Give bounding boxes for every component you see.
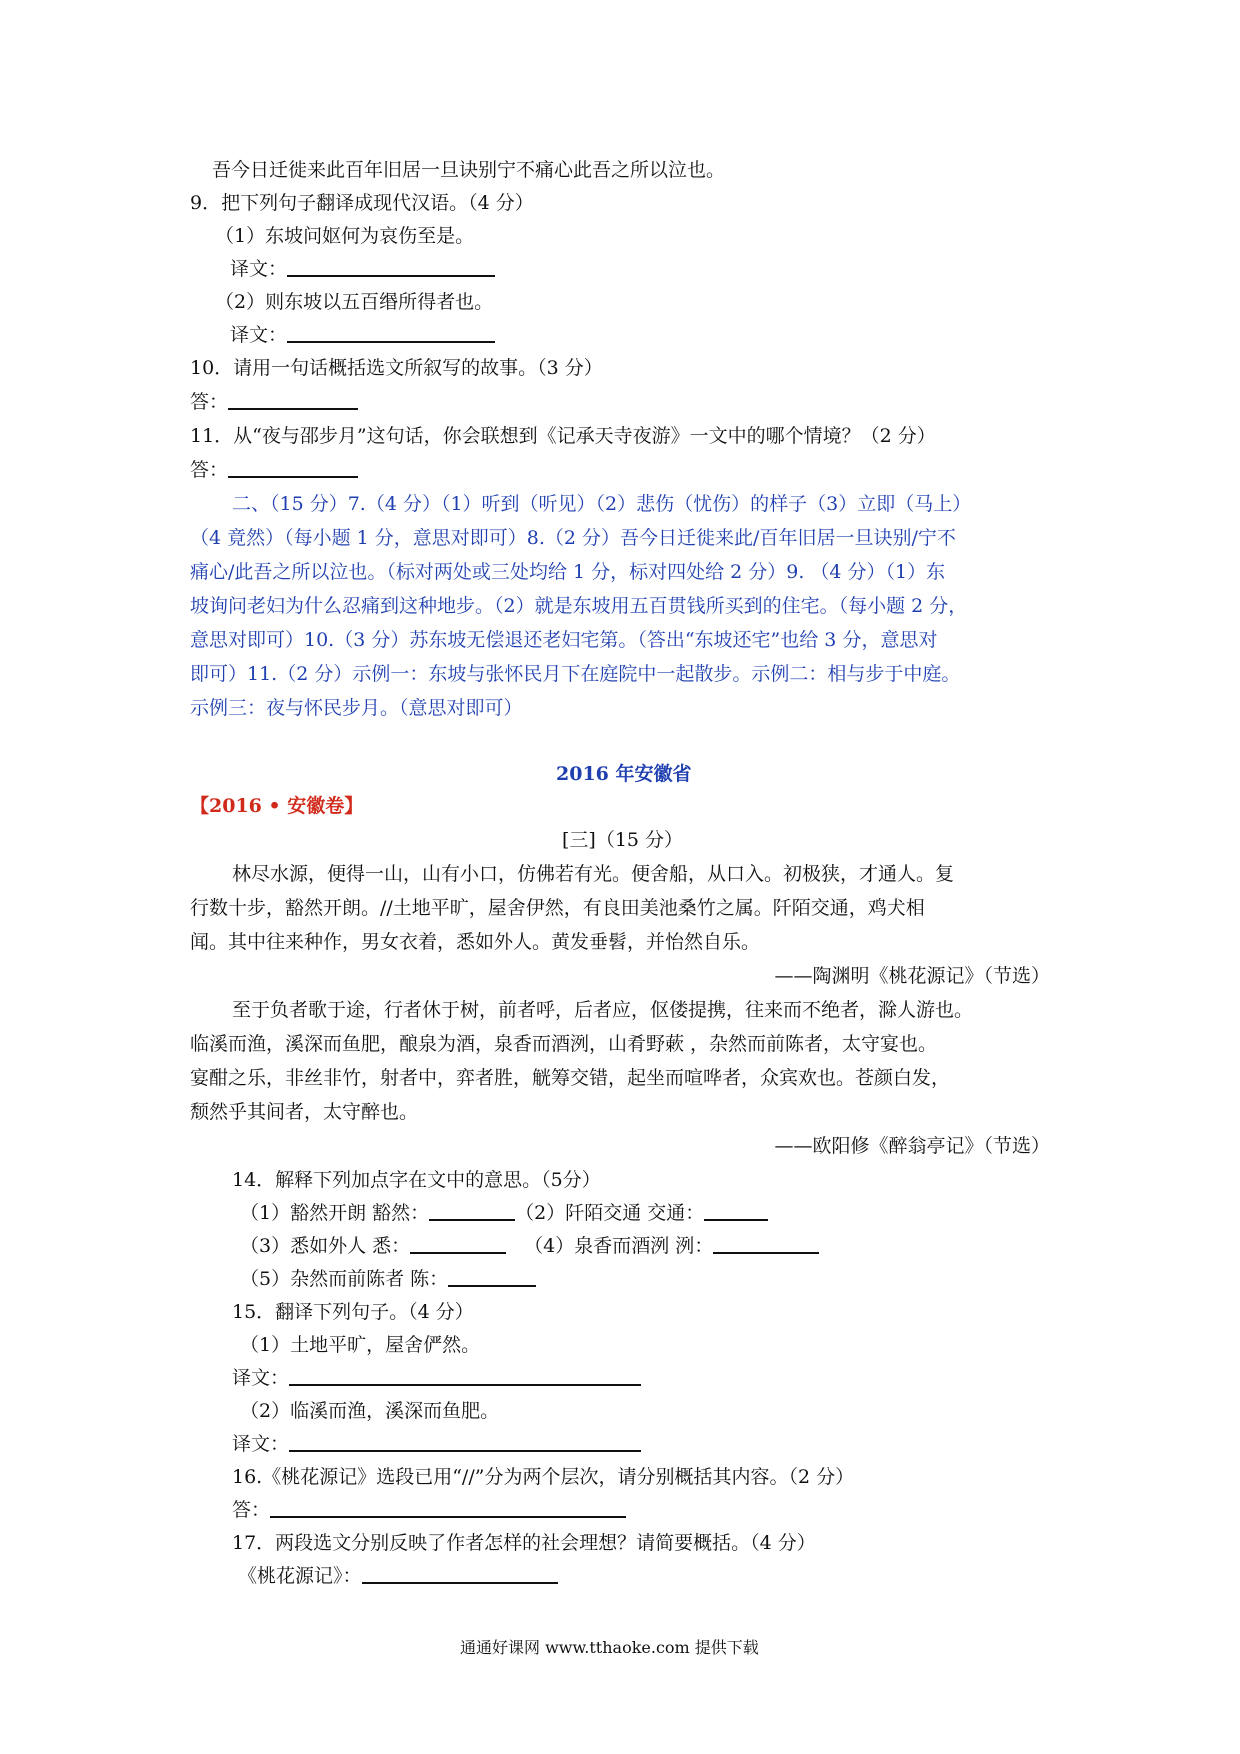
answer-blank[interactable] bbox=[448, 1267, 536, 1287]
question-14-2: （2）阡陌交通 交通： bbox=[515, 1202, 705, 1224]
translation-line bbox=[230, 257, 495, 281]
question-14-3: （3）悉如外人 悉： bbox=[240, 1235, 411, 1257]
answer-blank[interactable] bbox=[287, 257, 495, 277]
passage-line: 颓然乎其间者，太守醉也。 bbox=[190, 1101, 419, 1123]
answer-key-line: 坡询问老妇为什么忍痛到这种地步。（2）就是东坡用五百贯钱所买到的住宅。（每小题 2 分， bbox=[190, 595, 968, 617]
answer-label: 答： bbox=[190, 391, 229, 413]
translation-line bbox=[230, 323, 495, 347]
answer-blank[interactable] bbox=[704, 1201, 768, 1221]
answer-key-line: 痛心/此吾之所以泣也。（标对两处或三处均给 1 分，标对四处给 2 分）9. （4 分）（1）东 bbox=[190, 561, 946, 583]
question-9-2: （2）则东坡以五百缗所得者也。 bbox=[215, 291, 494, 313]
question-15-2: （2）临溪而渔，溪深而鱼肥。 bbox=[240, 1400, 500, 1422]
question-14: 14．解释下列加点字在文中的意思。（5分） bbox=[232, 1169, 601, 1191]
question-16: 16.《桃花源记》选段已用“//”分为两个层次，请分别概括其内容。（2 分） bbox=[232, 1466, 855, 1488]
passage-source: ——欧阳修《醉翁亭记》（节选） bbox=[774, 1135, 1050, 1157]
answer-label: 答： bbox=[190, 459, 229, 481]
passage-line: 临溪而渔，溪深而鱼肥，酿泉为酒，泉香而酒洌，山肴野蔌 ，杂然而前陈者，太守宴也。 bbox=[190, 1033, 938, 1055]
answer-label: 答： bbox=[232, 1499, 271, 1521]
answer-key-line: （4 竟然）（每小题 1 分，意思对即可）8.（2 分）吾今日迁徙来此/百年旧居一旦诀别/宁不 bbox=[190, 527, 956, 549]
translation-label: 译文： bbox=[230, 258, 288, 280]
question-14-row bbox=[240, 1267, 536, 1291]
page-footer: 通通好课网 www.tthaoke.com 提供下载 bbox=[460, 1638, 759, 1657]
answer-label: 《桃花源记》： bbox=[238, 1565, 362, 1587]
answer-blank[interactable] bbox=[429, 1201, 515, 1221]
part-heading: [三]（15 分） bbox=[562, 829, 684, 851]
passage-line: 宴酣之乐，非丝非竹，射者中，弈者胜，觥筹交错，起坐而喧哗者，众宾欢也。苍颜白发， bbox=[190, 1067, 951, 1089]
passage-line: 闻。其中往来种作，男女衣着，悉如外人。黄发垂髫，并怡然自乐。 bbox=[190, 931, 761, 953]
answer-blank[interactable] bbox=[270, 1498, 626, 1518]
answer-blank[interactable] bbox=[287, 323, 495, 343]
question-14-4: （4）泉香而酒洌 洌： bbox=[524, 1235, 714, 1257]
question-9-1: （1）东坡问妪何为哀伤至是。 bbox=[215, 225, 475, 247]
section-heading: 2016 年安徽省 bbox=[556, 763, 692, 785]
question-11: 11．从“夜与邵步月”这句话，你会联想到《记承天寺夜游》一文中的哪个情境？（2 分） bbox=[190, 425, 936, 447]
translation-line bbox=[232, 1366, 641, 1390]
answer-blank[interactable] bbox=[289, 1432, 641, 1452]
answer-blank[interactable] bbox=[410, 1234, 506, 1254]
question-15-1: （1）土地平旷，屋舍俨然。 bbox=[240, 1334, 481, 1356]
answer-line bbox=[190, 458, 358, 482]
answer-key-line: 示例三：夜与怀民步月。（意思对即可） bbox=[190, 697, 523, 719]
source-tag: 【2016 • 安徽卷】 bbox=[190, 795, 364, 817]
question-14-5: （5）杂然而前陈者 陈： bbox=[240, 1268, 449, 1290]
answer-blank[interactable] bbox=[362, 1564, 558, 1584]
question-9: 9．把下列句子翻译成现代汉语。（4 分） bbox=[190, 192, 534, 214]
translation-label: 译文： bbox=[230, 324, 288, 346]
passage-line: 行数十步，豁然开朗。//土地平旷，屋舍伊然，有良田美池桑竹之属。阡陌交通，鸡犬相 bbox=[190, 897, 925, 919]
passage-source: ——陶渊明《桃花源记》（节选） bbox=[774, 965, 1050, 987]
answer-line bbox=[232, 1498, 626, 1522]
answer-key-line: 即可）11.（2 分）示例一：东坡与张怀民月下在庭院中一起散步。示例二：相与步于中庭。 bbox=[190, 663, 961, 685]
translation-line bbox=[232, 1432, 641, 1456]
answer-key-line: 意思对即可）10.（3 分）苏东坡无偿退还老妇宅第。（答出“东坡还宅”也给 3 分，意思对 bbox=[190, 629, 938, 651]
translation-label: 译文： bbox=[232, 1433, 290, 1455]
answer-blank[interactable] bbox=[713, 1234, 819, 1254]
answer-blank[interactable] bbox=[228, 390, 358, 410]
question-15: 15．翻译下列句子。（4 分） bbox=[232, 1301, 474, 1323]
question-14-1: （1）豁然开朗 豁然： bbox=[240, 1202, 430, 1224]
question-14-row bbox=[240, 1234, 819, 1258]
answer-line bbox=[190, 390, 358, 414]
question-10: 10．请用一句话概括选文所叙写的故事。（3 分） bbox=[190, 357, 603, 379]
answer-blank[interactable] bbox=[228, 458, 358, 478]
text-line: 吾今日迁徙来此百年旧居一旦诀别宁不痛心此吾之所以泣也。 bbox=[212, 159, 726, 181]
translation-label: 译文： bbox=[232, 1367, 290, 1389]
answer-line bbox=[238, 1564, 558, 1588]
question-14-row bbox=[240, 1201, 768, 1225]
answer-key-line: 二、（15 分）7.（4 分）（1）听到（听见）（2）悲伤（忧伤）的样子（3）立即（马上） bbox=[232, 493, 972, 515]
answer-blank[interactable] bbox=[289, 1366, 641, 1386]
passage-line: 至于负者歌于途，行者休于树，前者呼，后者应，伛偻提携，往来而不绝者，滁人游也。 bbox=[232, 999, 974, 1021]
question-17: 17．两段选文分别反映了作者怎样的社会理想？请简要概括。（4 分） bbox=[232, 1532, 816, 1554]
passage-line: 林尽水源，便得一山，山有小口，仿佛若有光。便舍船，从口入。初极狭，才通人。复 bbox=[232, 863, 955, 885]
